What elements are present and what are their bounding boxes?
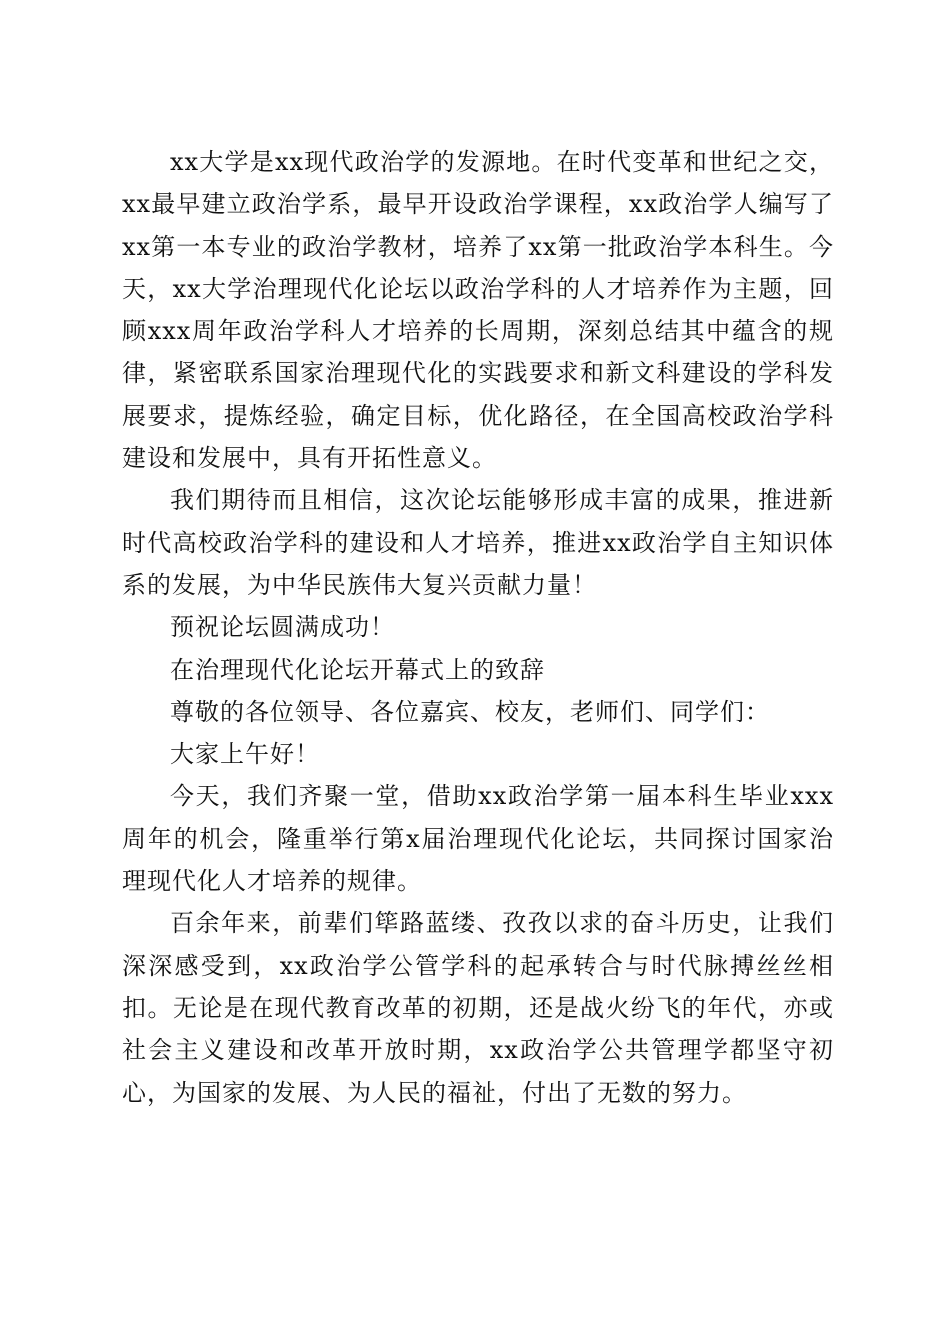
paragraph-forum-expectation: 我们期待而且相信，这次论坛能够形成丰富的成果，推进新时代高校政治学科的建设和人才培养，推进xx政治学自主知识体系的发展，为中华民族伟大复兴贡献力量！ xyxy=(122,486,834,599)
document-body xyxy=(122,141,834,1114)
paragraph-speech-title: 在治理现代化论坛开幕式上的致辞 xyxy=(170,655,545,684)
paragraph-greeting: 大家上午好！ xyxy=(170,740,320,769)
paragraph-wish-success: 预祝论坛圆满成功！ xyxy=(170,613,395,642)
paragraph-salutation: 尊敬的各位领导、各位嘉宾、校友，老师们、同学们： xyxy=(170,697,770,726)
paragraph-century-history: 百余年来，前辈们筚路蓝缕、孜孜以求的奋斗历史，让我们深深感受到，xx政治学公管学科的起承转合与时代脉搏丝丝相扣。无论是在现代教育改革的初期，还是战火纷飞的年代，亦或社会主义建设和改革开放时期，xx政治学公共管理学都坚守初心，为国家的发展、为人民的福祉，付出了无数的努力。 xyxy=(122,909,834,1107)
paragraph-today-gathering: 今天，我们齐聚一堂，借助xx政治学第一届本科生毕业xxx周年的机会，隆重举行第x届治理现代化论坛，共同探讨国家治理现代化人才培养的规律。 xyxy=(122,782,834,896)
paragraph-xx-university-origin: xx大学是xx现代政治学的发源地。在时代变革和世纪之交，xx最早建立政治学系，最早开设政治学课程，xx政治学人编写了xx第一本专业的政治学教材，培养了xx第一批政治学本科生。今天，xx大学治理现代化论坛以政治学科的人才培养作为主题，回顾xxx周年政治学科人才培养的长周期，深刻总结其中蕴含的规律，紧密联系国家治理现代化的实践要求和新文科建设的学科发展要求，提炼经验，确定目标，优化路径，在全国高校政治学科建设和发展中，具有开拓性意义。 xyxy=(122,148,834,473)
